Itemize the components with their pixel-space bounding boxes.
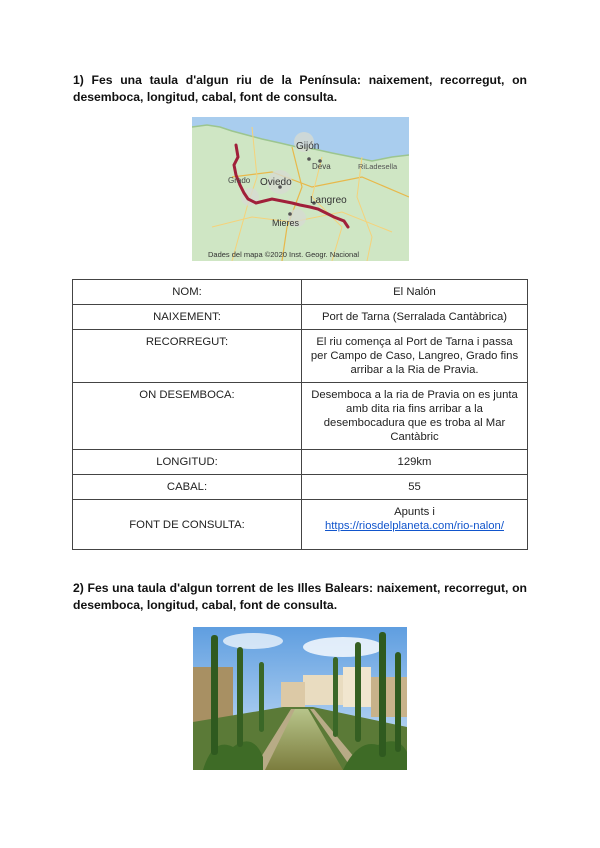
map-label-oviedo: Oviedo <box>260 177 292 188</box>
map-credit: Dades del mapa ©2020 Inst. Geogr. Nacional <box>208 250 360 259</box>
row-value: 55 <box>302 475 528 500</box>
cypress-tree <box>211 635 218 755</box>
table-row <box>73 500 528 550</box>
row-label: CABAL: <box>73 475 302 500</box>
map-label-deva: Deva <box>312 162 331 171</box>
table-row <box>73 280 528 305</box>
question-2: 2) Fes una taula d'algun torrent de les Illes Balears: naixement, recorregut, on desemboca, longitud, cabal, font de consulta. <box>73 581 527 612</box>
row-label: ON DESEMBOCA: <box>73 383 302 450</box>
source-value <box>302 500 528 550</box>
row-value: El Nalón <box>302 280 528 305</box>
river-map <box>192 117 409 261</box>
row-label: NAIXEMENT: <box>73 305 302 330</box>
table-row <box>73 305 528 330</box>
table-row <box>73 475 528 500</box>
source-label: FONT DE CONSULTA: <box>73 500 302 550</box>
river-table <box>72 279 528 550</box>
source-prefix: Apunts i <box>394 506 435 518</box>
table-row <box>73 450 528 475</box>
table-row <box>73 383 528 450</box>
table-row <box>73 330 528 383</box>
torrent-photo <box>193 627 407 770</box>
map-label-langreo: Langreo <box>310 195 347 206</box>
row-value: El riu comença al Port de Tarna i passa per Campo de Caso, Langreo, Grado fins arribar a la Ria de Pravia. <box>302 330 528 383</box>
row-value: Desemboca a la ria de Pravia on es junta amb dita ria fins arribar a la desembocadura que es troba al Mar Cantàbric <box>302 383 528 450</box>
question-1: 1) Fes una taula d'algun riu de la Península: naixement, recorregut, on desemboca, longitud, cabal, font de consulta. <box>73 73 527 104</box>
row-value: Port de Tarna (Serralada Cantàbrica) <box>302 305 528 330</box>
map-label-grado: Grado <box>228 176 251 185</box>
row-label: RECORREGUT: <box>73 330 302 383</box>
map-label-mieres: Mieres <box>272 218 300 228</box>
row-label: NOM: <box>73 280 302 305</box>
row-value: 129km <box>302 450 528 475</box>
source-link[interactable]: https://riosdelplaneta.com/rio-nalon/ <box>325 520 504 532</box>
map-label-gijon: Gijón <box>296 141 320 152</box>
row-label: LONGITUD: <box>73 450 302 475</box>
map-label-ribadesella: RiLadesella <box>358 162 398 171</box>
